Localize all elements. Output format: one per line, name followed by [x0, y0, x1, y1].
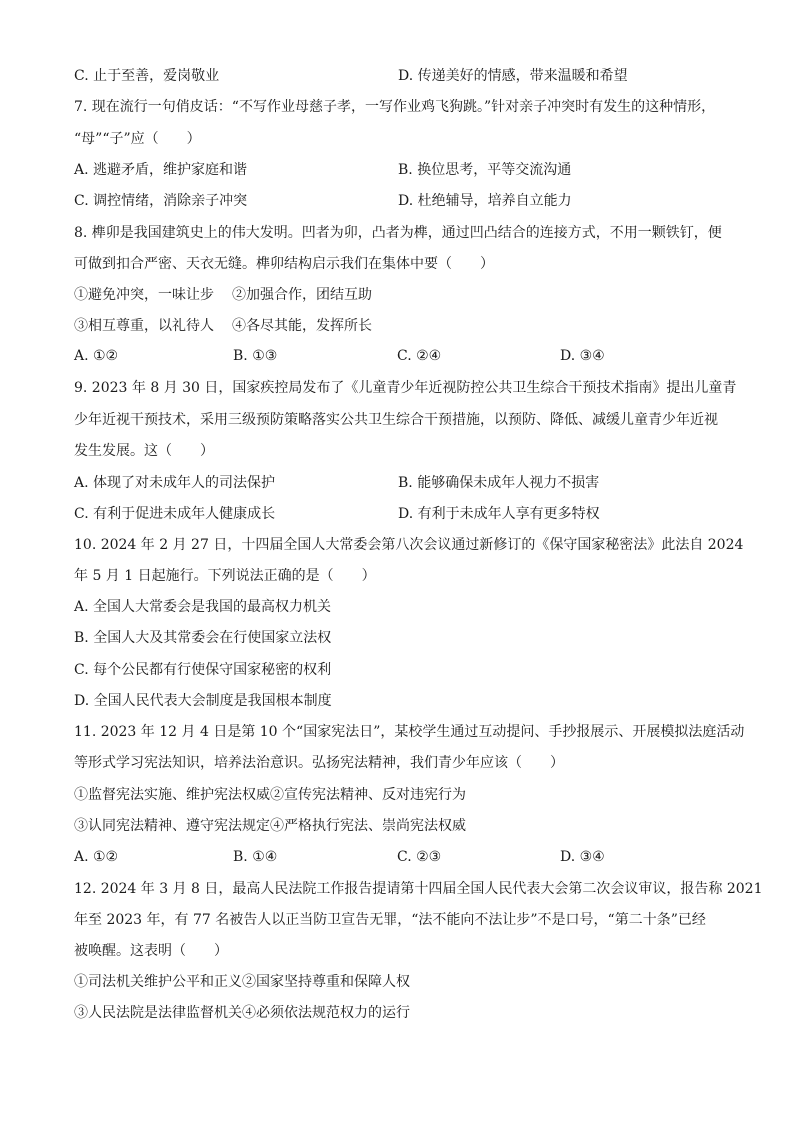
q8-option-c: C. ②④	[397, 348, 442, 364]
q12-stem-line-1: 12. 2024 年 3 月 8 日，最高人民法院工作报告提请第十四届全国人民代表大会第二次会议审议，报告称 2021	[74, 881, 763, 897]
q9-option-d: D. 有利于未成年人享有更多特权	[398, 506, 600, 522]
q8-item-2: ②加强合作，团结互助	[232, 287, 372, 303]
q8-option-d: D. ③④	[560, 348, 605, 364]
q9-option-b: B. 能够确保未成年人视力不损害	[398, 475, 600, 491]
q9-stem-line-1: 9. 2023 年 8 月 30 日，国家疾控局发布了《儿童青少年近视防控公共卫生综合干预技术指南》提出儿童青	[74, 380, 737, 396]
q12-stem-line-3: 被唤醒。这表明（ ）	[74, 943, 228, 959]
q8-stem-line-1: 8. 榫卯是我国建筑史上的伟大发明。凹者为卯，凸者为榫，通过凹凸结合的连接方式，不用一颗铁钉，便	[74, 225, 722, 241]
q12-stem-line-2: 年至 2023 年，有 77 名被告人以正当防卫宣告无罪，“法不能向不法让步”不是口号，“第二十条”已经	[74, 912, 706, 928]
q7-option-d: D. 杜绝辅导，培养自立能力	[398, 193, 572, 209]
q7-option-c: C. 调控情绪，消除亲子冲突	[74, 193, 248, 209]
q8-option-a: A. ①②	[74, 348, 119, 364]
q10-stem-line-1: 10. 2024 年 2 月 27 日，十四届全国人大常委会第八次会议通过新修订的《保守国家秘密法》此法自 2024	[74, 537, 744, 553]
q7-option-a: A. 逃避矛盾，维护家庭和谐	[74, 162, 248, 178]
q10-option-b: B. 全国人大及其常委会在行使国家立法权	[74, 630, 332, 646]
q9-option-c: C. 有利于促进未成年人健康成长	[74, 506, 276, 522]
q7-stem-line-2: “母”“子”应（ ）	[74, 131, 201, 147]
q8-option-b: B. ①③	[233, 348, 278, 364]
q10-option-a: A. 全国人大常委会是我国的最高权力机关	[74, 599, 332, 615]
q9-option-a: A. 体现了对未成年人的司法保护	[74, 475, 276, 491]
q8-item-3: ③相互尊重，以礼待人	[74, 318, 214, 334]
q9-stem-line-2: 少年近视干预技术，采用三级预防策略落实公共卫生综合干预措施，以预防、降低、减缓儿童青少年近视	[74, 412, 718, 428]
q11-option-a: A. ①②	[74, 849, 119, 865]
q12-items-line-2: ③人民法院是法律监督机关④必须依法规范权力的运行	[74, 1005, 410, 1021]
q9-stem-line-3: 发生发展。这（ ）	[74, 443, 214, 459]
q10-option-d: D. 全国人民代表大会制度是我国根本制度	[74, 693, 332, 709]
q7-stem-line-1: 7. 现在流行一句俏皮话：“不写作业母慈子孝，一写作业鸡飞狗跳。”针对亲子冲突时有发生的这种情形，	[74, 99, 716, 115]
q10-option-c: C. 每个公民都有行使保守国家秘密的权利	[74, 662, 332, 678]
q8-item-4: ④各尽其能，发挥所长	[232, 318, 372, 334]
q7-option-b: B. 换位思考，平等交流沟通	[398, 162, 572, 178]
q11-items-line-2: ③认同宪法精神、遵守宪法规定④严格执行宪法、崇尚宪法权威	[74, 818, 466, 834]
prev-option-d: D. 传递美好的情感，带来温暖和希望	[398, 68, 628, 84]
q11-stem-line-2: 等形式学习宪法知识，培养法治意识。弘扬宪法精神，我们青少年应该（ ）	[74, 755, 564, 771]
q10-stem-line-2: 年 5 月 1 日起施行。下列说法正确的是（ ）	[74, 568, 376, 584]
q11-option-d: D. ③④	[560, 849, 605, 865]
q12-items-line-1: ①司法机关维护公平和正义②国家坚持尊重和保障人权	[74, 974, 410, 990]
q11-stem-line-1: 11. 2023 年 12 月 4 日是第 10 个“国家宪法日”，某校学生通过互动提问、手抄报展示、开展模拟法庭活动	[74, 724, 745, 740]
q8-item-1: ①避免冲突，一味让步	[74, 287, 214, 303]
q11-items-line-1: ①监督宪法实施、维护宪法权威②宣传宪法精神、反对违宪行为	[74, 787, 466, 803]
q8-stem-line-2: 可做到扣合严密、天衣无缝。榫卯结构启示我们在集体中要（ ）	[74, 256, 494, 272]
q11-option-c: C. ②③	[397, 849, 442, 865]
prev-option-c: C. 止于至善，爱岗敬业	[74, 68, 220, 84]
q11-option-b: B. ①④	[233, 849, 278, 865]
